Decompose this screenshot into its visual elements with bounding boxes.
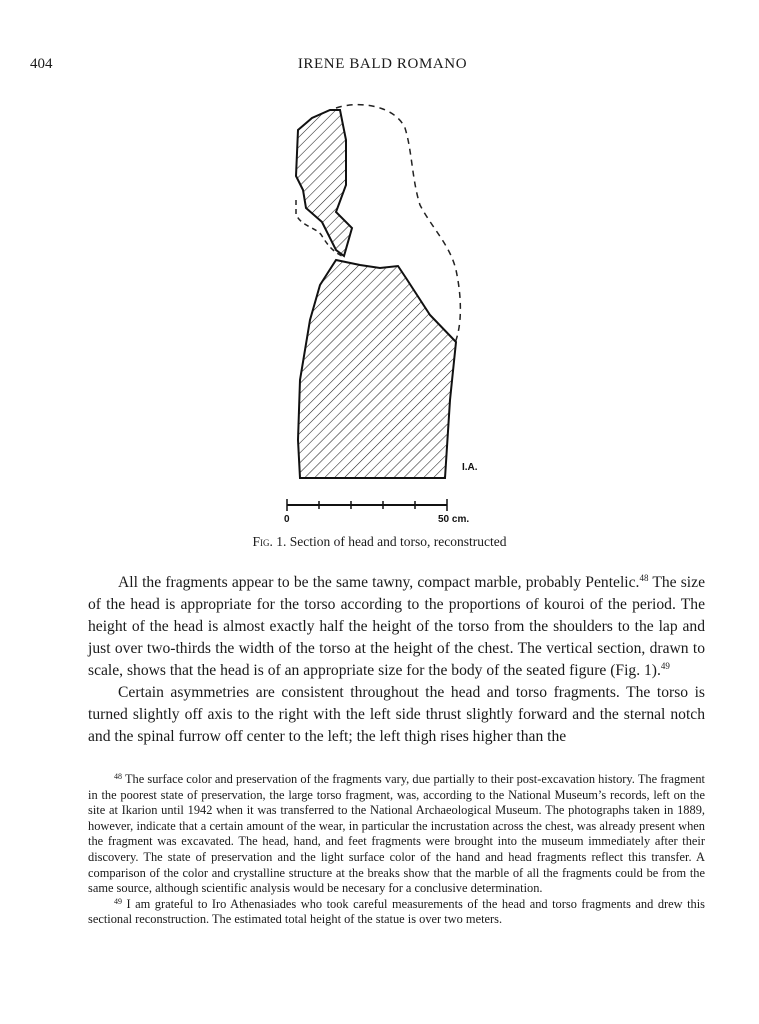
running-head: IRENE BALD ROMANO xyxy=(297,56,468,72)
torso-fragment xyxy=(298,260,456,478)
footnotes xyxy=(88,772,705,928)
paragraph-2: Certain asymmetries are consistent throughout the head and torso fragments. The torso is turned slightly off axis to the right with the left side thrust slightly forward and the sternal notch and the spinal furrow off center to the left; the left thigh rises higher than the xyxy=(88,684,705,745)
drafter-initials: I.A. xyxy=(462,462,478,473)
footnote-ref-48[interactable]: 48 xyxy=(639,573,649,583)
paragraph-1: All the fragments appear to be the same tawny, compact marble, probably Pentelic.$^{48}$ The size of the head is appropriate for the torso according to the proportions of kouroi of the period. The height of the head is almost exactly half the height of the torso from the shoulders to the lap and just over two-thirds the width of the torso at the height of the chest. The vertical section, drawn to scale, shows that the head is of an appropriate size for the body of the seated figure (Fig. 1).$^{49}$ xyxy=(88,573,705,679)
caption-text: Section of head and torso, reconstructed xyxy=(286,534,507,549)
footnote-ref-49[interactable]: 49 xyxy=(660,661,670,671)
caption-label: Fig. 1. xyxy=(252,534,287,549)
body-text xyxy=(88,572,705,748)
scale-bar xyxy=(284,499,469,525)
footnote-49: $^{49}$ I am grateful to Iro Athenasiades who took careful measurements of the head and torso fragments and drew this sectional reconstruction. The estimated total height of the statue is over two meters. xyxy=(88,896,705,927)
page-number: 404 xyxy=(30,56,53,72)
footnote-48: $^{48}$ The surface color and preservation of the fragments vary, due partially to their post-excavation history. The fragment in the poorest state of preservation, the large torso fragment, was, according to the National Museum’s records, left on the site at Ikarion until 1942 when it was transferred to the National Archaeological Museum. The photographs taken in 1889, however, indicate that a certain amount of the wear, in particular the incrustation across the chest, was already present when the fragment was excavated. The head, hand, and feet fragments were brought into the museum immediately after their discovery. The state of preservation and the light surface color of the hand and head fragments reflect this transfer. A comparison of the color and crystalline structure at the breaks show that the marble of all the fragments could be from the same source, although scientific analysis would be necesary for a conclusive determination. xyxy=(88,772,705,896)
figure-caption xyxy=(0,534,759,550)
scale-start-label: 0 xyxy=(284,514,290,525)
head-fragment xyxy=(296,110,352,256)
scale-end-label: 50 cm. xyxy=(438,514,470,525)
